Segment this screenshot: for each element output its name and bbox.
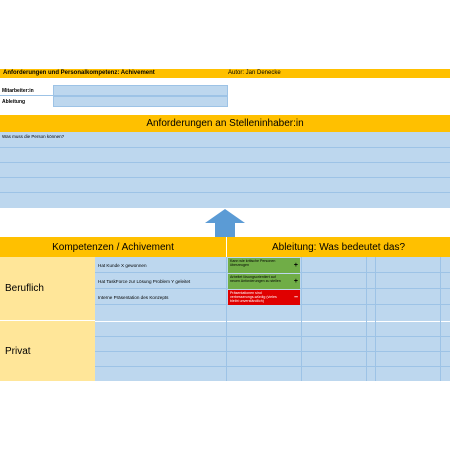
competency-item[interactable]: Hat TaskForce zur Lösung Problem Y geleitet xyxy=(98,279,191,284)
requirements-heading-text: Anforderungen an Stelleninhaber:in xyxy=(146,118,304,129)
derivation-cell-negative[interactable] xyxy=(228,290,300,305)
plus-icon: + xyxy=(293,262,298,269)
employee-label: Mitarbeiter:in xyxy=(2,88,34,94)
derivation-text: Kann wie kritische Personen überzeugen xyxy=(230,259,276,267)
derivation-text: Präsentationen sind verbesserungs-würdig (vieles bleibt unverständlich) xyxy=(230,291,277,303)
info-block xyxy=(0,85,228,107)
private-label: Privat xyxy=(5,345,31,357)
derivation-text: Arbeitet lösungsorientiert auf neuen Anforderungen zu stellen xyxy=(230,275,281,283)
competency-item[interactable]: Hat Kunde X gewonnen xyxy=(98,263,147,268)
document-title: Anforderungen und Personalkompetenz: Achivement xyxy=(3,70,155,76)
professional-label-cell xyxy=(0,257,95,320)
private-label-cell xyxy=(0,321,95,381)
derivation-field[interactable] xyxy=(53,96,228,107)
derivation-label: Ableitung xyxy=(2,99,26,105)
derivation-cell-positive[interactable] xyxy=(228,258,300,273)
competencies-heading-text: Kompetenzen / Achivement xyxy=(52,241,174,253)
author-label: Autor: Jan Denecke xyxy=(228,70,281,76)
derivation-label-cell xyxy=(0,96,53,107)
employee-label-cell xyxy=(0,85,53,96)
professional-label: Beruflich xyxy=(5,283,44,294)
derivation-heading xyxy=(226,237,450,257)
requirements-question: Was muss die Person können? xyxy=(2,134,65,139)
competencies-heading xyxy=(0,237,226,257)
requirements-heading xyxy=(0,115,450,132)
employee-field[interactable] xyxy=(53,85,228,96)
plus-icon: + xyxy=(293,278,298,285)
competency-item[interactable]: Interne Präsentation des Konzepts xyxy=(98,295,169,300)
up-arrow-icon xyxy=(205,209,245,237)
minus-icon: – xyxy=(294,294,298,301)
requirements-area[interactable] xyxy=(0,132,450,208)
derivation-cell-positive[interactable] xyxy=(228,274,300,289)
derivation-heading-text: Ableitung: Was bedeutet das? xyxy=(271,241,406,253)
header-bar xyxy=(0,69,450,78)
